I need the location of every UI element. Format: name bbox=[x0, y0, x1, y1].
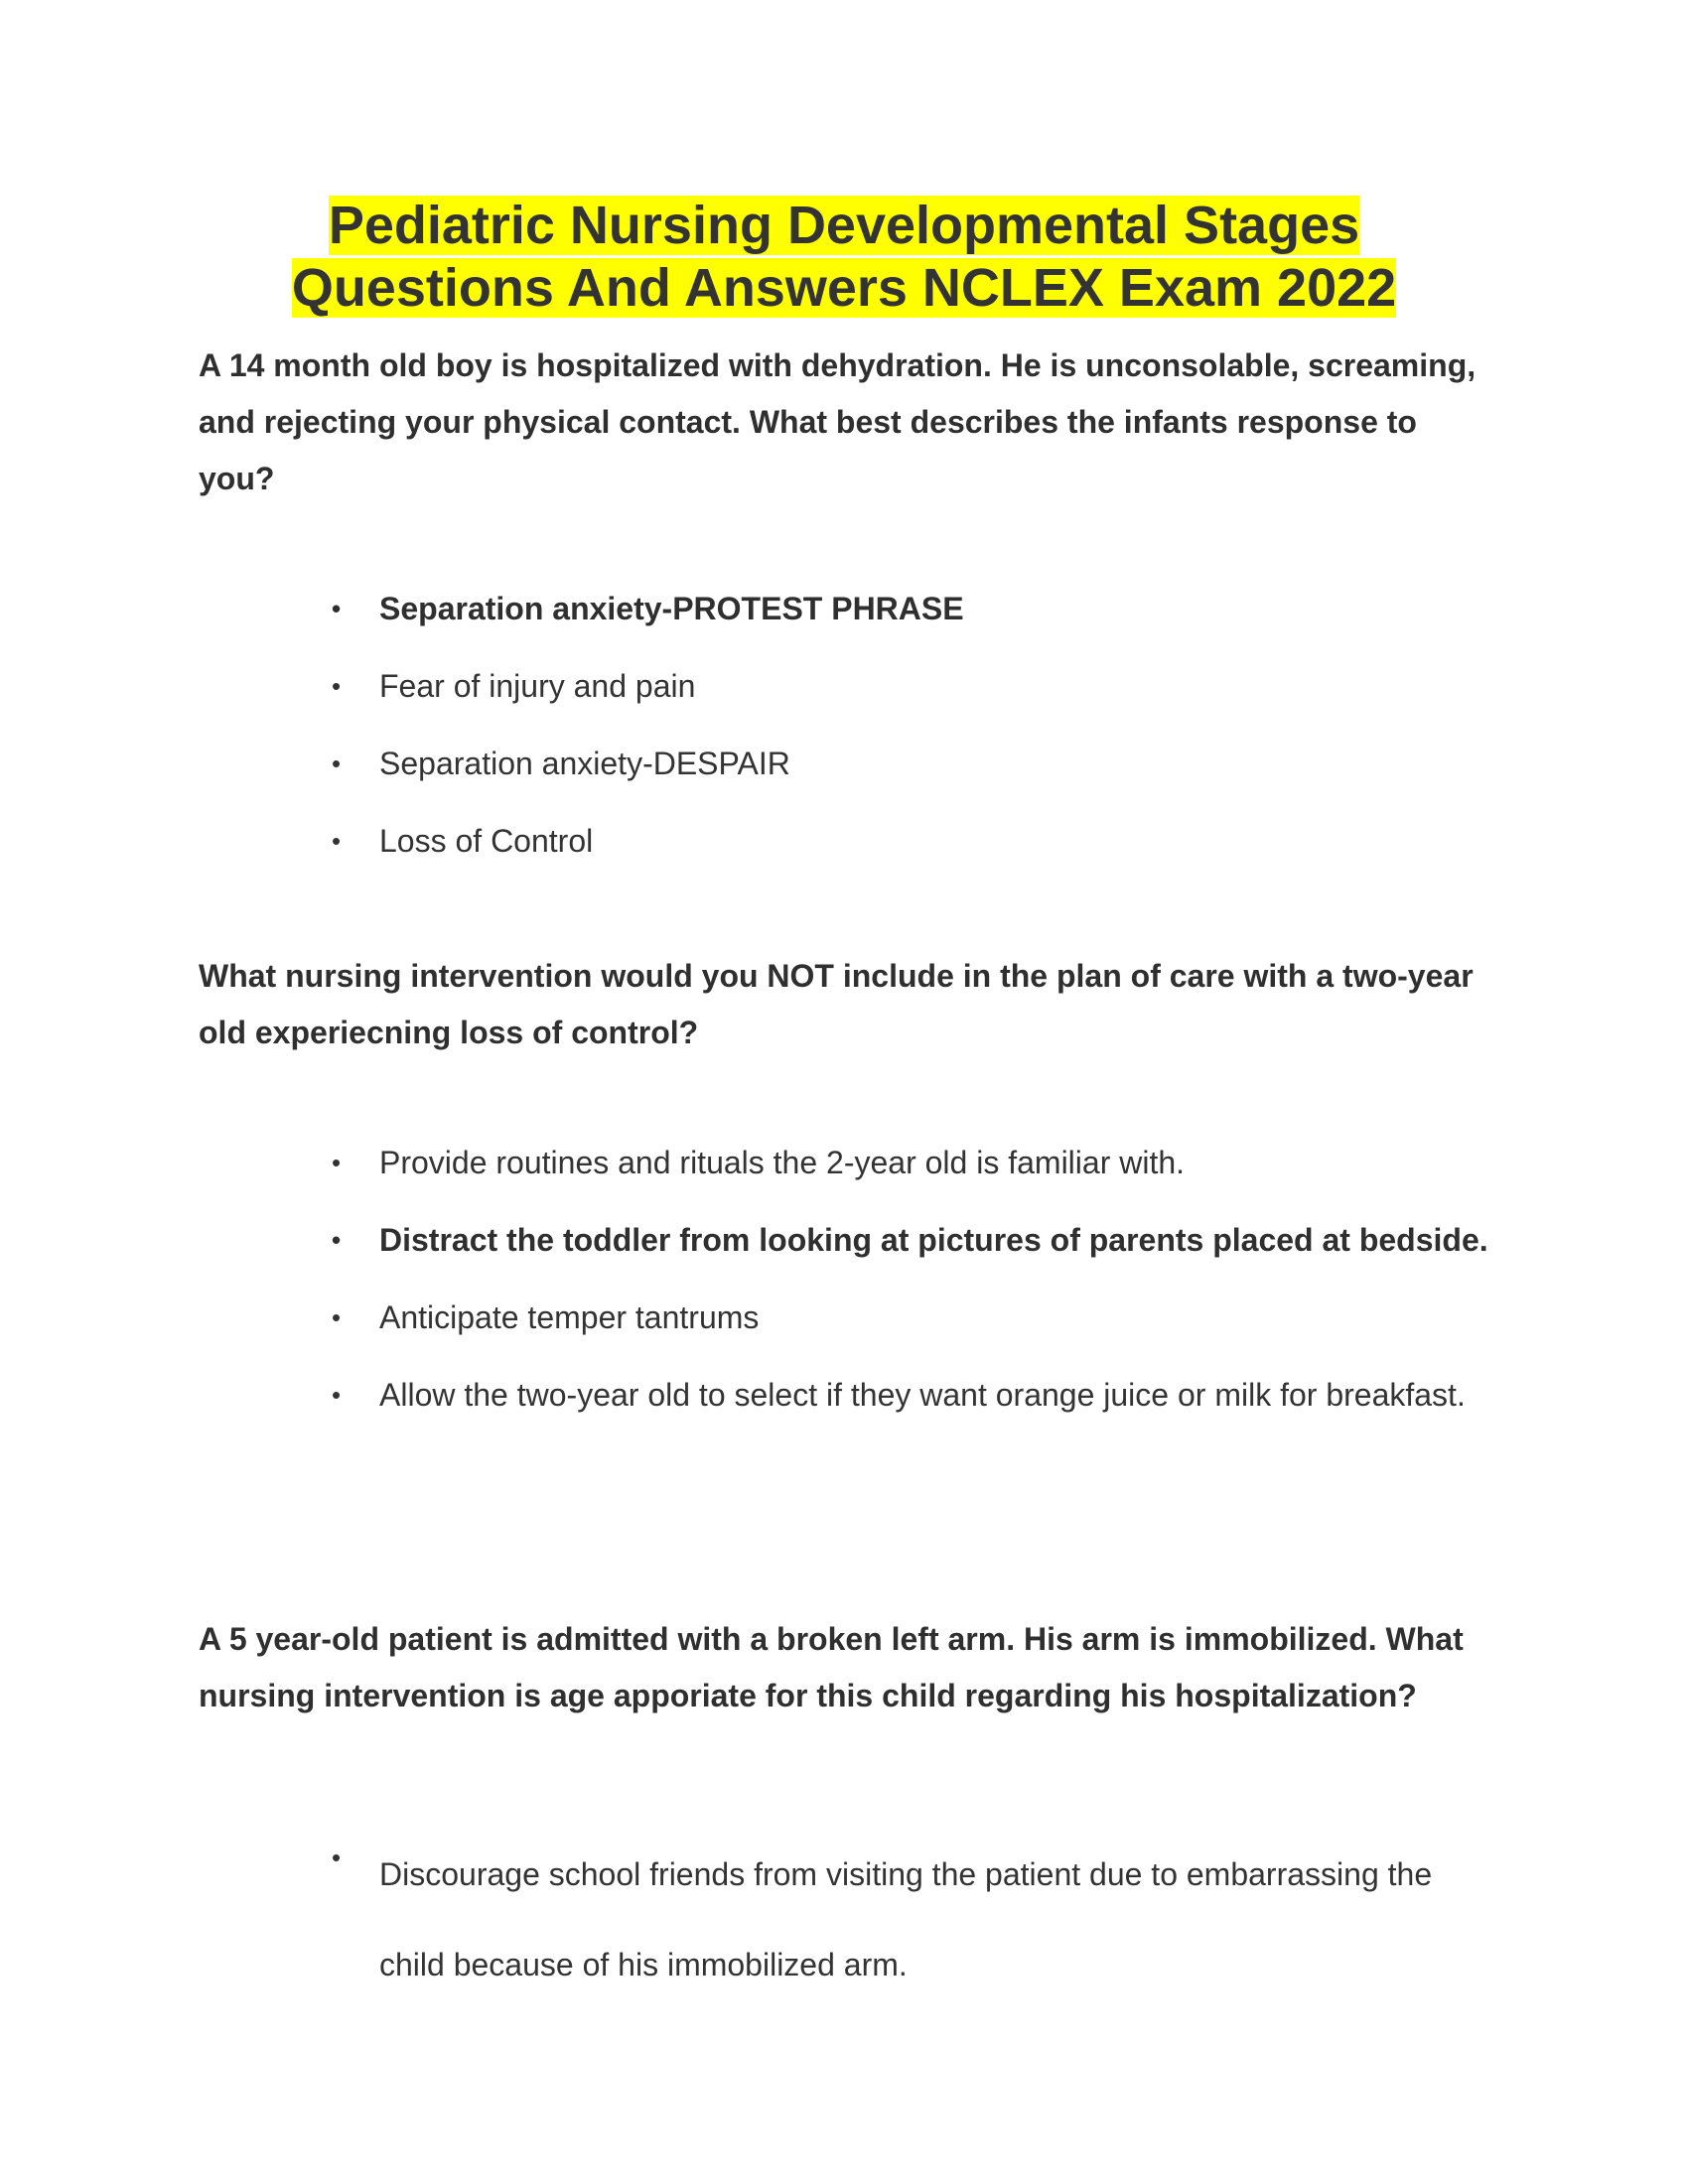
question-1 bbox=[199, 338, 1489, 859]
question-3 bbox=[199, 1611, 1489, 1982]
title-line-1: Pediatric Nursing Developmental Stages bbox=[328, 196, 1360, 255]
option-text: Discourage school friends from visiting the patient due to embarrassing the child because of his immobilized arm. bbox=[379, 1856, 1433, 1982]
bullet-icon: • bbox=[332, 1380, 342, 1410]
option-text: Distract the toddler from looking at pictures of parents placed at bedside. bbox=[379, 1222, 1488, 1258]
question-1-text: A 14 month old boy is hospitalized with dehydration. He is unconsolable, screaming, and rejecting your physical contact. What best describes the infants response to you? bbox=[199, 347, 1477, 496]
option-1-4 bbox=[199, 813, 1489, 870]
question-2 bbox=[199, 948, 1489, 1413]
option-2-3 bbox=[199, 1290, 1489, 1346]
bullet-icon: • bbox=[332, 826, 342, 856]
option-2-4 bbox=[199, 1367, 1489, 1424]
option-1-1 bbox=[199, 581, 1489, 637]
option-3-1 bbox=[199, 1830, 1489, 2010]
bullet-icon: • bbox=[332, 749, 342, 778]
option-text: Allow the two-year old to select if they want orange juice or milk for breakfast. bbox=[379, 1377, 1466, 1413]
question-2-options bbox=[199, 1135, 1489, 1444]
option-1-2 bbox=[199, 658, 1489, 715]
bullet-icon: • bbox=[332, 594, 342, 623]
option-text: Provide routines and rituals the 2-year old is familiar with. bbox=[379, 1145, 1186, 1180]
question-1-options bbox=[199, 581, 1489, 890]
bullet-icon: • bbox=[332, 1302, 342, 1332]
option-text: Anticipate temper tantrums bbox=[379, 1299, 760, 1335]
bullet-icon: • bbox=[332, 671, 342, 701]
option-text: Loss of Control bbox=[379, 823, 594, 859]
option-2-2 bbox=[199, 1212, 1489, 1269]
question-2-text: What nursing intervention would you NOT include in the plan of care with a two-year old experiecning loss of control? bbox=[199, 958, 1474, 1050]
option-1-3 bbox=[199, 736, 1489, 792]
option-text: Separation anxiety-DESPAIR bbox=[379, 746, 790, 781]
document-title bbox=[0, 195, 1688, 320]
bullet-icon: • bbox=[332, 1148, 342, 1177]
question-3-options bbox=[199, 1830, 1489, 2031]
bullet-icon: • bbox=[332, 1225, 342, 1255]
bullet-icon: • bbox=[332, 1843, 342, 1872]
title-line-2: Questions And Answers NCLEX Exam 2022 bbox=[291, 258, 1397, 318]
option-text: Separation anxiety-PROTEST PHRASE bbox=[379, 591, 964, 626]
option-2-1 bbox=[199, 1135, 1489, 1191]
option-text: Fear of injury and pain bbox=[379, 668, 696, 704]
question-3-text: A 5 year-old patient is admitted with a broken left arm. His arm is immobilized. What nursing intervention is age apporiate for this child regarding his hospitalization? bbox=[199, 1621, 1464, 1713]
